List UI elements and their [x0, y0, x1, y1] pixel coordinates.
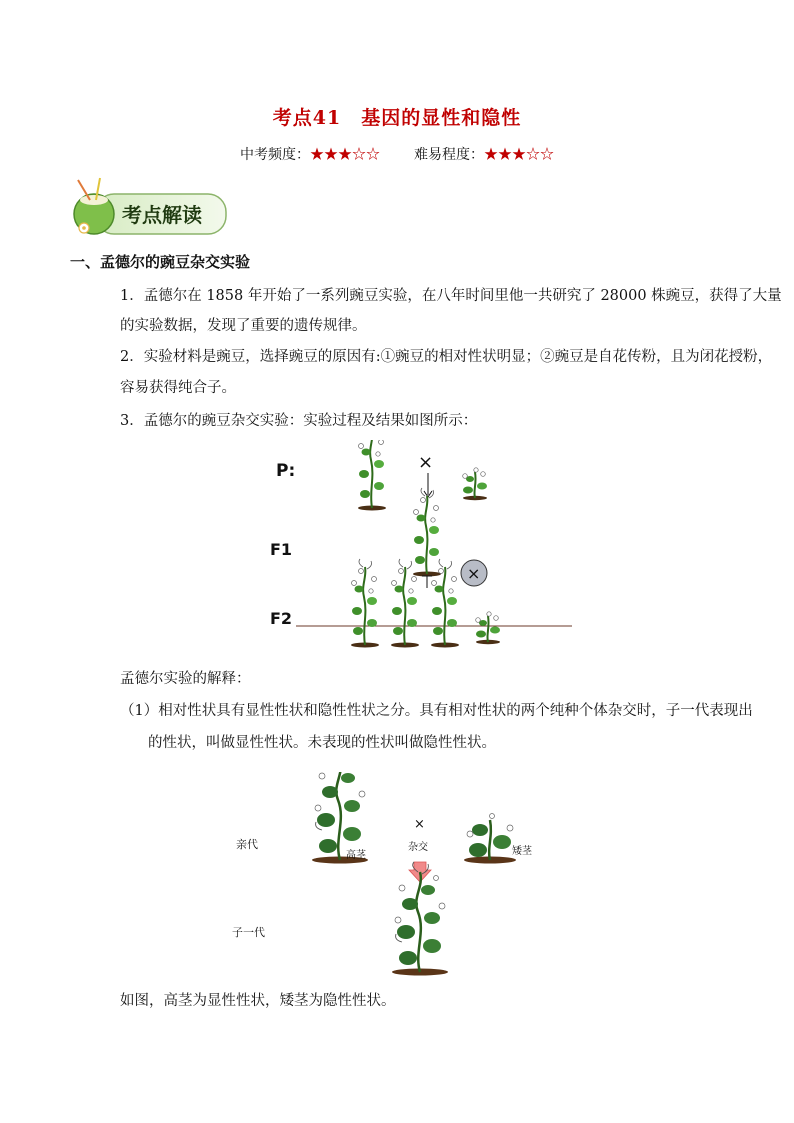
tall-short-cross-figure [228, 772, 558, 980]
item2-line1: 2．实验材料是豌豆，选择豌豆的原因有:①豌豆的相对性状明显；②豌豆是自花传粉，且为闭花授粉， [120, 349, 773, 365]
cross-symbol: × [414, 817, 425, 832]
explanation-p1-line2: 的性状，叫做显性性状。未表现的性状叫做隐性性状。 [148, 735, 496, 751]
cross-label: 杂交 [408, 842, 428, 853]
section-heading: 一、孟德尔的豌豆杂交实验 [70, 253, 251, 271]
short-label: 矮茎 [512, 846, 532, 857]
page-title: 考点41 基因的显性和隐性 [272, 107, 522, 129]
tall-label: 高茎 [346, 850, 366, 861]
item1-line2: 的实验数据，发现了重要的遗传规律。 [120, 318, 367, 334]
f2-label: F2 [270, 609, 293, 628]
item3: 3．孟德尔的豌豆杂交实验：实验过程及结果如图所示： [120, 413, 478, 429]
parent-label: 亲代 [236, 838, 258, 851]
diff-stars: ★★★☆☆ [484, 147, 554, 163]
svg-text:×: × [467, 564, 481, 583]
mendel-cross-figure [262, 440, 582, 650]
f1-label: F1 [270, 540, 293, 559]
item1-line1: 1．孟德尔在 1858 年开始了一系列豌豆实验，在八年时间里他一共研究了 28000 株豌豆，获得了大量 [120, 288, 782, 304]
freq-label: 中考频度： [240, 147, 310, 163]
explanation-heading: 孟德尔实验的解释： [120, 671, 251, 687]
diff-label: 难易程度： [414, 147, 484, 163]
section-banner [70, 176, 230, 240]
banner-text: 考点解读 [122, 203, 202, 227]
conclusion: 如图，高茎为显性性状，矮茎为隐性性状。 [120, 993, 396, 1009]
freq-stars: ★★★☆☆ [310, 147, 380, 163]
p-label: P: [276, 461, 296, 481]
f1-generation-label: 子一代 [232, 926, 265, 939]
explanation-p1-line1: （1）相对性状具有显性性状和隐性性状之分。具有相对性状的两个纯种个体杂交时，子一代表现出 [120, 703, 753, 719]
item2-line2: 容易获得纯合子。 [120, 380, 236, 396]
difficulty-line [0, 144, 794, 164]
cross-icon: × [418, 452, 434, 473]
